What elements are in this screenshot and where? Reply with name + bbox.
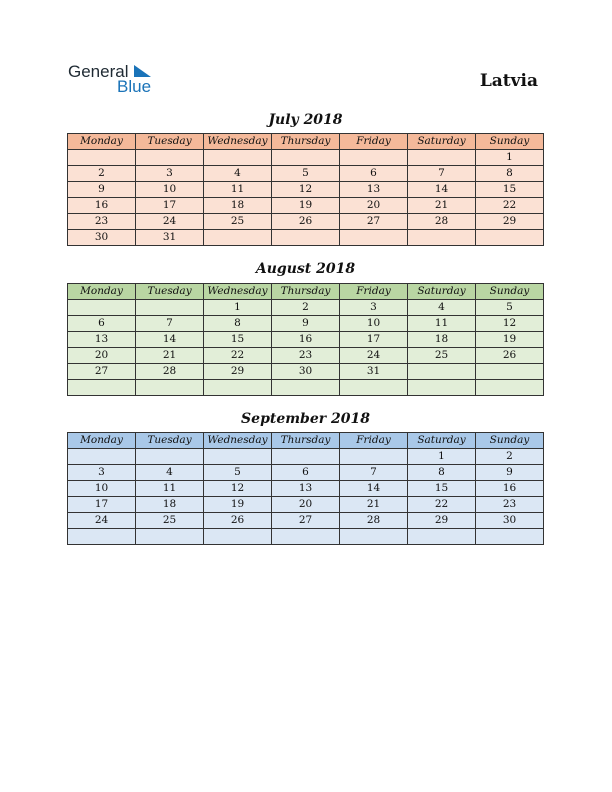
day-cell [476, 230, 544, 246]
day-cell: 13 [340, 182, 408, 198]
day-cell: 26 [476, 348, 544, 364]
day-cell [204, 449, 272, 465]
day-cell: 14 [408, 182, 476, 198]
day-cell: 19 [476, 332, 544, 348]
day-cell: 20 [272, 497, 340, 513]
week-row [68, 449, 544, 465]
logo-word-blue: Blue [117, 77, 152, 96]
month-title: July 2018 [268, 112, 343, 128]
day-cell: 9 [272, 316, 340, 332]
day-cell: 5 [204, 465, 272, 481]
day-cell: 14 [340, 481, 408, 497]
day-cell [204, 230, 272, 246]
day-cell: 24 [136, 214, 204, 230]
day-cell: 3 [340, 300, 408, 316]
day-cell [408, 230, 476, 246]
weekday-header: Tuesday [136, 433, 204, 449]
day-cell: 19 [272, 198, 340, 214]
day-cell: 27 [272, 513, 340, 529]
weekday-header: Thursday [272, 134, 340, 150]
day-cell: 1 [476, 150, 544, 166]
week-row [68, 316, 544, 332]
day-cell [340, 150, 408, 166]
day-cell: 29 [408, 513, 476, 529]
day-cell: 22 [204, 348, 272, 364]
day-cell [340, 230, 408, 246]
day-cell [340, 529, 408, 545]
day-cell: 10 [340, 316, 408, 332]
day-cell: 29 [476, 214, 544, 230]
day-cell: 11 [204, 182, 272, 198]
day-cell: 9 [68, 182, 136, 198]
month-calendar-table [67, 283, 544, 396]
day-cell: 18 [136, 497, 204, 513]
day-cell: 23 [272, 348, 340, 364]
day-cell: 24 [68, 513, 136, 529]
week-row [68, 380, 544, 396]
weekday-header: Sunday [476, 284, 544, 300]
day-cell: 20 [340, 198, 408, 214]
day-cell: 4 [136, 465, 204, 481]
weekday-header-row [68, 284, 544, 300]
day-cell [68, 449, 136, 465]
weekday-header-row [68, 134, 544, 150]
day-cell [136, 449, 204, 465]
generalblue-logo [68, 62, 168, 96]
week-row [68, 214, 544, 230]
day-cell: 8 [408, 465, 476, 481]
day-cell: 7 [408, 166, 476, 182]
day-cell [204, 529, 272, 545]
day-cell [68, 380, 136, 396]
day-cell [340, 449, 408, 465]
week-row [68, 332, 544, 348]
weekday-header: Saturday [408, 284, 476, 300]
day-cell [204, 380, 272, 396]
day-cell: 30 [68, 230, 136, 246]
day-cell: 11 [408, 316, 476, 332]
day-cell: 4 [204, 166, 272, 182]
day-cell: 3 [68, 465, 136, 481]
day-cell: 2 [68, 166, 136, 182]
day-cell: 15 [204, 332, 272, 348]
week-row [68, 348, 544, 364]
day-cell: 27 [68, 364, 136, 380]
day-cell: 12 [272, 182, 340, 198]
day-cell: 17 [136, 198, 204, 214]
weekday-header: Friday [340, 134, 408, 150]
week-row [68, 529, 544, 545]
day-cell: 10 [68, 481, 136, 497]
day-cell [272, 380, 340, 396]
day-cell [340, 380, 408, 396]
logo-word-general: General [68, 62, 129, 81]
day-cell: 25 [136, 513, 204, 529]
day-cell: 29 [204, 364, 272, 380]
day-cell: 6 [68, 316, 136, 332]
day-cell [272, 230, 340, 246]
day-cell: 17 [68, 497, 136, 513]
weekday-header: Saturday [408, 433, 476, 449]
weekday-header: Monday [68, 433, 136, 449]
weekday-header: Tuesday [136, 134, 204, 150]
day-cell [408, 364, 476, 380]
day-cell: 28 [408, 214, 476, 230]
day-cell: 16 [476, 481, 544, 497]
day-cell: 12 [204, 481, 272, 497]
day-cell [68, 529, 136, 545]
day-cell: 7 [136, 316, 204, 332]
day-cell [136, 529, 204, 545]
day-cell: 26 [272, 214, 340, 230]
day-cell: 23 [476, 497, 544, 513]
day-cell: 5 [272, 166, 340, 182]
weekday-header: Wednesday [204, 134, 272, 150]
week-row [68, 513, 544, 529]
day-cell: 21 [340, 497, 408, 513]
day-cell [136, 150, 204, 166]
month-calendar-table [67, 133, 544, 246]
weekday-header: Thursday [272, 284, 340, 300]
day-cell: 31 [136, 230, 204, 246]
day-cell: 1 [204, 300, 272, 316]
weekday-header-row [68, 433, 544, 449]
day-cell: 5 [476, 300, 544, 316]
day-cell: 25 [408, 348, 476, 364]
day-cell [136, 300, 204, 316]
weekday-header: Tuesday [136, 284, 204, 300]
week-row [68, 150, 544, 166]
day-cell: 31 [340, 364, 408, 380]
day-cell: 13 [68, 332, 136, 348]
weekday-header: Sunday [476, 433, 544, 449]
weekday-header: Saturday [408, 134, 476, 150]
weekday-header: Wednesday [204, 284, 272, 300]
day-cell: 16 [68, 198, 136, 214]
week-row [68, 364, 544, 380]
day-cell [476, 380, 544, 396]
week-row [68, 166, 544, 182]
day-cell: 30 [476, 513, 544, 529]
day-cell: 1 [408, 449, 476, 465]
day-cell [476, 529, 544, 545]
day-cell: 23 [68, 214, 136, 230]
weekday-header: Friday [340, 284, 408, 300]
week-row [68, 182, 544, 198]
day-cell: 30 [272, 364, 340, 380]
week-row [68, 497, 544, 513]
day-cell: 15 [408, 481, 476, 497]
weekday-header: Friday [340, 433, 408, 449]
day-cell [408, 380, 476, 396]
day-cell: 18 [408, 332, 476, 348]
day-cell: 6 [340, 166, 408, 182]
day-cell: 2 [272, 300, 340, 316]
month-calendar-table [67, 432, 544, 545]
day-cell: 18 [204, 198, 272, 214]
month-title: August 2018 [255, 261, 356, 277]
day-cell: 8 [476, 166, 544, 182]
day-cell [136, 380, 204, 396]
day-cell: 2 [476, 449, 544, 465]
day-cell: 7 [340, 465, 408, 481]
day-cell: 3 [136, 166, 204, 182]
week-row [68, 230, 544, 246]
day-cell: 27 [340, 214, 408, 230]
day-cell: 22 [408, 497, 476, 513]
weekday-header: Thursday [272, 433, 340, 449]
day-cell [272, 449, 340, 465]
day-cell [408, 150, 476, 166]
day-cell [272, 150, 340, 166]
day-cell: 14 [136, 332, 204, 348]
week-row [68, 481, 544, 497]
day-cell: 6 [272, 465, 340, 481]
week-row [68, 198, 544, 214]
week-row [68, 465, 544, 481]
weekday-header: Monday [68, 284, 136, 300]
day-cell: 11 [136, 481, 204, 497]
day-cell: 8 [204, 316, 272, 332]
country-name: Latvia [479, 71, 538, 91]
day-cell [476, 364, 544, 380]
day-cell: 22 [476, 198, 544, 214]
day-cell: 26 [204, 513, 272, 529]
day-cell: 25 [204, 214, 272, 230]
day-cell: 20 [68, 348, 136, 364]
day-cell: 19 [204, 497, 272, 513]
day-cell: 16 [272, 332, 340, 348]
day-cell: 17 [340, 332, 408, 348]
weekday-header: Monday [68, 134, 136, 150]
week-row [68, 300, 544, 316]
day-cell: 21 [408, 198, 476, 214]
day-cell: 4 [408, 300, 476, 316]
day-cell: 12 [476, 316, 544, 332]
day-cell [408, 529, 476, 545]
day-cell [272, 529, 340, 545]
day-cell: 28 [136, 364, 204, 380]
day-cell [204, 150, 272, 166]
day-cell: 9 [476, 465, 544, 481]
day-cell: 13 [272, 481, 340, 497]
day-cell: 21 [136, 348, 204, 364]
day-cell: 24 [340, 348, 408, 364]
weekday-header: Sunday [476, 134, 544, 150]
weekday-header: Wednesday [204, 433, 272, 449]
day-cell: 10 [136, 182, 204, 198]
month-title: September 2018 [241, 411, 370, 427]
day-cell [68, 300, 136, 316]
day-cell: 15 [476, 182, 544, 198]
day-cell [68, 150, 136, 166]
day-cell: 28 [340, 513, 408, 529]
